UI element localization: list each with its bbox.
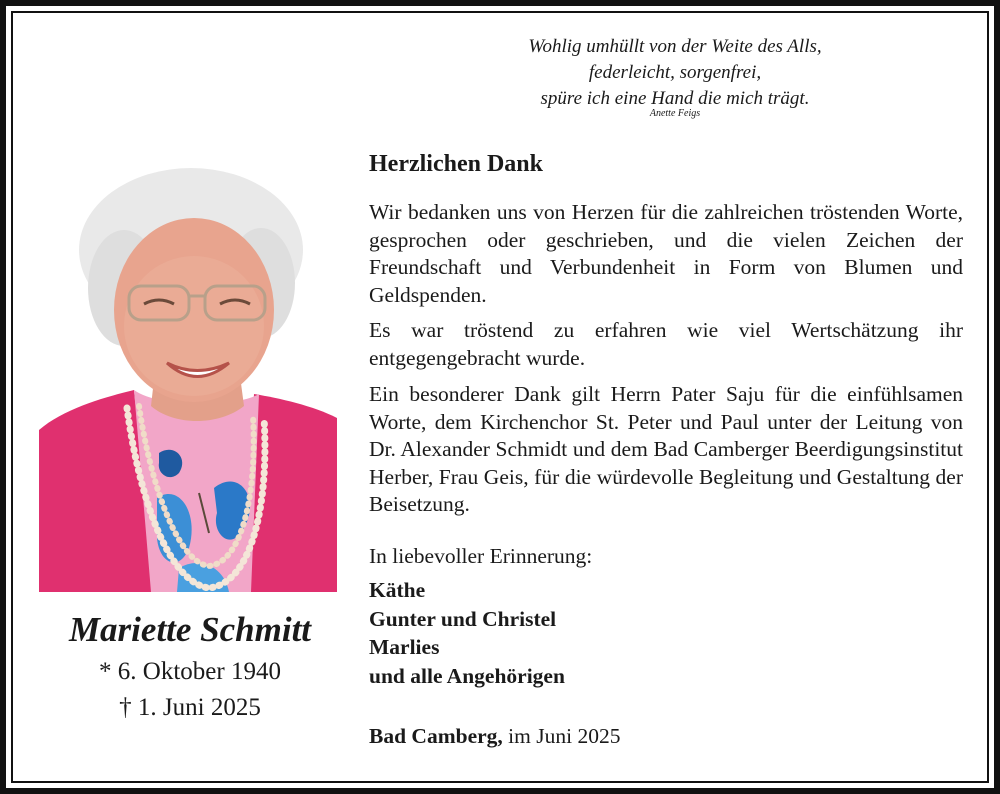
family-name: Käthe [369, 578, 426, 602]
thanks-paragraph: Ein besonderer Dank gilt Herrn Pater Saju für die einfühlsamen Worte, dem Kirchenchor St. Peter und Paul unter der Leitung von Dr. Alexander Schmidt und dem Bad Camberger Beerdigungsinstitut Herber, Frau Geis, für die würdevolle Begleitung und Gestaltung der Beisetzung. [369, 382, 963, 516]
thanks-heading: Herzlichen Dank [369, 151, 543, 177]
birth-date: * 6. Oktober 1940 [99, 658, 281, 685]
family-name: Gunter und Christel [369, 606, 557, 631]
poem [470, 34, 880, 112]
deceased-name: Mariette Schmitt [68, 610, 312, 649]
closing-date: im Juni 2025 [508, 724, 621, 748]
family-name: Marlies [369, 635, 440, 659]
thanks-paragraph: Wir bedanken uns von Herzen für die zahlreichen tröstenden Worte, gesprochen oder geschrieben, und die vielen Zeichen der Freundschaft und Verbundenheit in Form von Blumen und Geldspenden. [369, 200, 963, 307]
poem-author: Anette Feigs [649, 108, 701, 119]
family-names [369, 576, 565, 690]
poem-line: federleicht, sorgenfrei, [588, 62, 762, 83]
family-name: und alle Angehörigen [369, 663, 565, 688]
thanks-paragraph: Es war tröstend zu erfahren wie viel Wertschätzung ihr entgegengebracht wurde. [369, 318, 963, 370]
portrait-illustration [39, 168, 337, 592]
poem-line: spüre ich eine Hand die mich trägt. [540, 88, 810, 109]
closing-line [369, 722, 620, 750]
memory-label: In liebevoller Erinnerung: [369, 544, 593, 568]
closing-place: Bad Camberg, [369, 724, 503, 748]
poem-line: Wohlig umhüllt von der Weite des Alls, [528, 36, 822, 57]
death-date: † 1. Juni 2025 [119, 694, 261, 721]
portrait-photo [39, 168, 337, 592]
